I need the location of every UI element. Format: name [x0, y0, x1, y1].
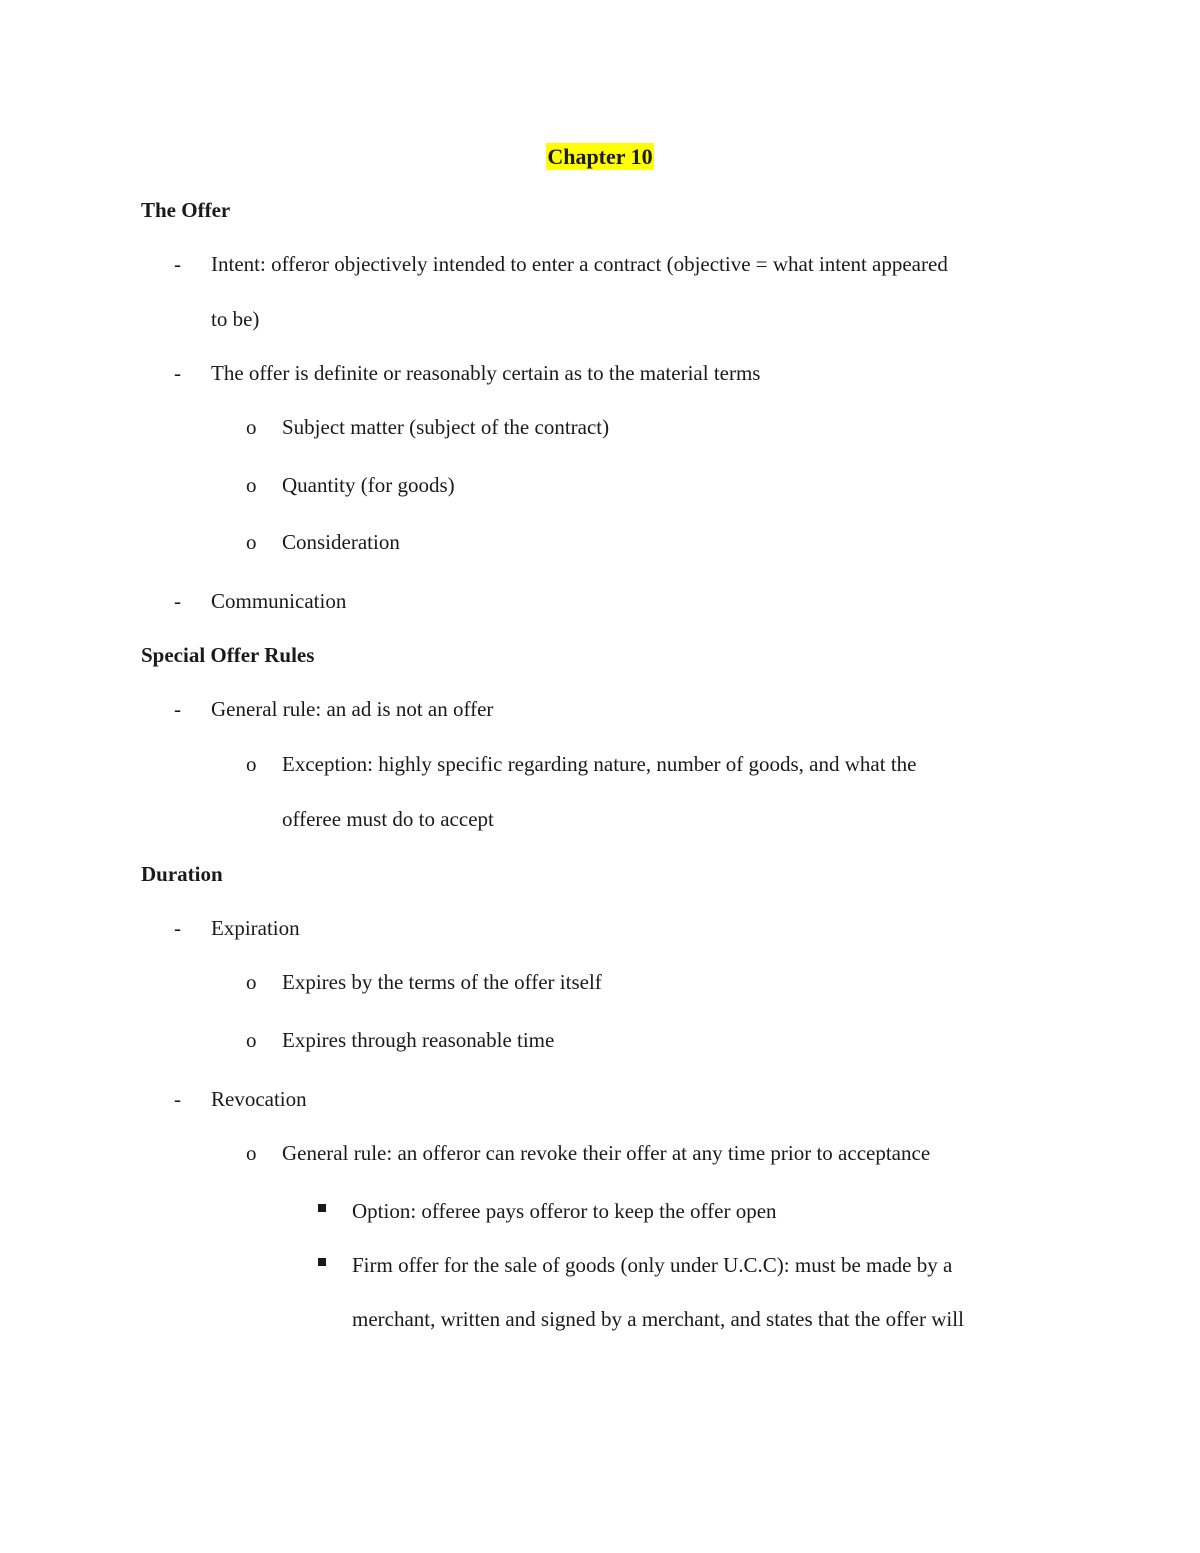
firm-offer-line-2: merchant, written and signed by a merchant, and states that the offer will: [352, 1307, 964, 1331]
dash-bullet: -: [174, 361, 181, 385]
title-highlight: Chapter 10: [547, 144, 653, 169]
exception-line-2: offeree must do to accept: [282, 807, 494, 831]
firm-offer-line-1: Firm offer for the sale of goods (only under U.C.C): must be made by a: [352, 1253, 953, 1277]
dash-bullet: -: [174, 252, 181, 276]
circle-bullet: o: [246, 752, 257, 776]
square-bullet: [318, 1258, 326, 1266]
intent-line-2: to be): [211, 307, 260, 331]
intent-line-1: Intent: offeror objectively intended to enter a contract (objective = what intent appeared: [211, 252, 948, 276]
revocation-general-rule-line: General rule: an offeror can revoke their offer at any time prior to acceptance: [282, 1141, 931, 1165]
circle-bullet: o: [246, 1028, 257, 1052]
circle-bullet: o: [246, 473, 257, 497]
circle-bullet: o: [246, 415, 257, 439]
definite-terms-line: The offer is definite or reasonably certain as to the material terms: [211, 361, 761, 385]
subject-matter-line: Subject matter (subject of the contract): [282, 415, 610, 439]
communication-line: Communication: [211, 589, 347, 613]
heading-the-offer: The Offer: [141, 198, 231, 222]
exception-line-1: Exception: highly specific regarding nature, number of goods, and what the: [282, 752, 917, 776]
expiration-line: Expiration: [211, 916, 300, 940]
heading-special-offer-rules: Special Offer Rules: [141, 643, 315, 667]
heading-duration: Duration: [141, 862, 223, 886]
consideration-line: Consideration: [282, 530, 400, 554]
revocation-line: Revocation: [211, 1087, 307, 1111]
expires-time-line: Expires through reasonable time: [282, 1028, 555, 1052]
dash-bullet: -: [174, 697, 181, 721]
expires-terms-line: Expires by the terms of the offer itself: [282, 970, 602, 994]
dash-bullet: -: [174, 916, 181, 940]
circle-bullet: o: [246, 530, 257, 554]
dash-bullet: -: [174, 1087, 181, 1111]
option-line: Option: offeree pays offeror to keep the offer open: [352, 1199, 777, 1223]
circle-bullet: o: [246, 970, 257, 994]
dash-bullet: -: [174, 589, 181, 613]
general-rule-ad-line: General rule: an ad is not an offer: [211, 697, 494, 721]
quantity-line: Quantity (for goods): [282, 473, 455, 497]
chapter-title: [0, 140, 1200, 174]
circle-bullet: o: [246, 1141, 257, 1165]
square-bullet: [318, 1204, 326, 1212]
